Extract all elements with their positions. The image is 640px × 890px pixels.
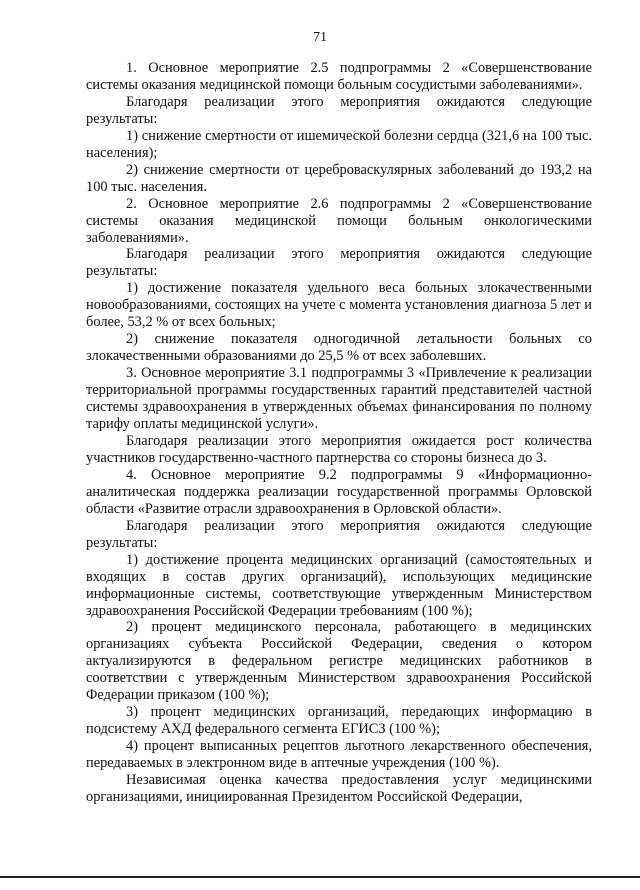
paragraph-results-intro: Благодаря реализации этого мероприятия ожидаются следующие результаты: [86,93,592,127]
paragraph-results-intro: Благодаря реализации этого мероприятия ожидается рост количества участников государственно-частного партнерства со стороны бизнеса до 3. [86,432,592,466]
paragraph-result-item: 1) достижение процента медицинских организаций (самостоятельных и входящих в состав других организаций), использующих медицинские информационные системы, соответствующие утвержденным Министерством здравоохранения Российской Федерации требованиям (100 %); [86,551,592,619]
paragraph-result-item: 4) процент выписанных рецептов льготного лекарственного обеспечения, передаваемых в электронном виде в аптечные учреждения (100 %). [86,738,592,772]
paragraph-independent-assessment: Независимая оценка качества предоставления услуг медицинскими организациями, инициированная Президентом Российской Федерации, [86,772,592,805]
paragraph-measure-3-1: 3. Основное мероприятие 3.1 подпрограммы 3 «Привлечение к реализации территориальной программы государственных гарантий представителей частной системы здравоохранения в утвержденных объемах финансирования по полному тарифу оплаты медицинской услуги». [86,365,592,433]
paragraph-measure-9-2: 4. Основное мероприятие 9.2 подпрограммы 9 «Информационно-аналитическая поддержка реализации государственной программы Орловской области «Развитие отрасли здравоохранения в Орловской области». [86,466,592,517]
paragraph-results-intro: Благодаря реализации этого мероприятия ожидаются следующие результаты: [86,246,592,280]
paragraph-measure-2-6: 2. Основное мероприятие 2.6 подпрограммы 2 «Совершенствование системы оказания медицинской помощи больным онкологическими заболеваниями». [86,195,592,246]
bottom-rule [0,876,640,878]
paragraph-result-item: 2) снижение смертности от цереброваскулярных заболеваний до 193,2 на 100 тыс. населения. [86,161,592,195]
paragraph-result-item: 2) процент медицинского персонала, работающего в медицинских организациях субъекта Российской Федерации, сведения о котором актуализируются в федеральном регистре медицинских работников в соответствии с утвержденным Министерством здравоохранения Российской Федерации приказом (100 %); [86,619,592,704]
paragraph-result-item: 1) снижение смертности от ишемической болезни сердца (321,6 на 100 тыс. населения); [86,127,592,161]
paragraph-result-item: 1) достижение показателя удельного веса больных злокачественными новообразованиями, состоящих на учете с момента установления диагноза 5 лет и более, 53,2 % от всех больных; [86,280,592,331]
paragraph-measure-2-5: 1. Основное мероприятие 2.5 подпрограммы 2 «Совершенствование системы оказания медицинской помощи больным сосудистыми заболеваниями». [86,60,592,93]
paragraph-results-intro: Благодаря реализации этого мероприятия ожидаются следующие результаты: [86,517,592,551]
document-body [86,60,592,806]
page-number: 71 [313,30,327,45]
paragraph-result-item: 3) процент медицинских организаций, передающих информацию в подсистему АХД федерального сегмента ЕГИСЗ (100 %); [86,704,592,738]
paragraph-result-item: 2) снижение показателя одногодичной летальности больных со злокачественными образованиями до 25,5 % от всех заболевших. [86,331,592,365]
